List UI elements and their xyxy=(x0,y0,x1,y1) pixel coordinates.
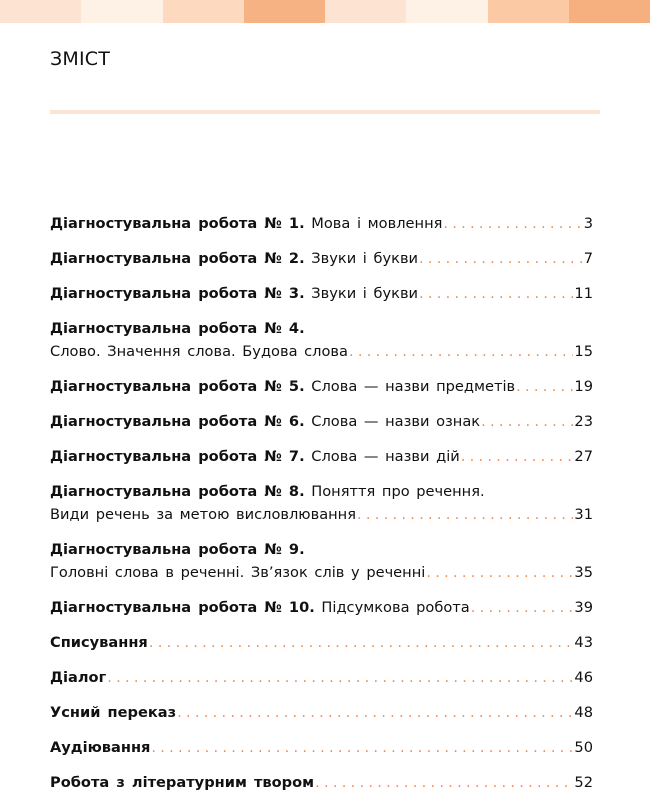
toc-entry[interactable] xyxy=(50,413,593,436)
strip-block xyxy=(406,0,487,23)
table-of-contents xyxy=(50,215,593,809)
dot-leader xyxy=(357,506,573,523)
toc-entry[interactable] xyxy=(50,704,593,727)
toc-entry-label-bold: Діагностувальна робота № 9. xyxy=(50,541,305,558)
dot-leader xyxy=(107,669,573,686)
dot-leader xyxy=(426,564,573,581)
dot-leader xyxy=(149,634,574,651)
toc-entry-label-bold: Діагностувальна робота № 1. xyxy=(50,215,305,232)
toc-entry[interactable] xyxy=(50,634,593,657)
dot-leader xyxy=(481,413,573,430)
toc-page-number: 48 xyxy=(574,704,593,721)
toc-entry-label-bold: Діагностувальна робота № 8. xyxy=(50,483,305,500)
toc-entry-label: Слово. Значення слова. Будова слова xyxy=(50,343,348,360)
decorative-color-strip xyxy=(0,0,650,23)
strip-block xyxy=(81,0,162,23)
toc-entry[interactable] xyxy=(50,250,593,273)
toc-entry[interactable] xyxy=(50,285,593,308)
toc-entry-label-bold: Діагностувальна робота № 4. xyxy=(50,320,305,337)
toc-entry[interactable] xyxy=(50,774,593,797)
toc-entry[interactable] xyxy=(50,541,593,587)
strip-block xyxy=(163,0,244,23)
toc-entry-label: Звуки і букви xyxy=(304,285,419,302)
toc-page-number: 31 xyxy=(574,506,593,523)
strip-block xyxy=(569,0,650,23)
toc-entry-label: Види речень за метою висловлювання xyxy=(50,506,357,523)
toc-entry-label-bold: Робота з літературним твором xyxy=(50,774,315,791)
toc-entry-label-bold: Діалог xyxy=(50,669,107,686)
dot-leader xyxy=(177,704,573,721)
toc-entry[interactable] xyxy=(50,378,593,401)
toc-entry-label-bold: Діагностувальна робота № 6. xyxy=(50,413,305,430)
toc-entry-label: Підсумкова робота xyxy=(314,599,470,616)
toc-page-number: 43 xyxy=(574,634,593,651)
title-divider xyxy=(50,110,600,114)
dot-leader xyxy=(419,285,573,302)
toc-entry[interactable] xyxy=(50,215,593,238)
toc-entry[interactable] xyxy=(50,669,593,692)
toc-entry[interactable] xyxy=(50,599,593,622)
toc-page-number: 39 xyxy=(574,599,593,616)
toc-page-number: 27 xyxy=(574,448,593,465)
dot-leader xyxy=(419,250,583,267)
toc-entry-label-bold: Діагностувальна робота № 10. xyxy=(50,599,315,616)
toc-entry-label: Слова — назви ознак xyxy=(304,413,481,430)
dot-leader xyxy=(151,739,573,756)
toc-page-number: 35 xyxy=(574,564,593,581)
toc-page-number: 3 xyxy=(583,215,593,232)
toc-entry-label: Головні слова в реченні. Зв’язок слів у реченні xyxy=(50,564,426,581)
toc-page-number: 23 xyxy=(574,413,593,430)
toc-entry-label: Поняття про речення. xyxy=(304,483,485,500)
toc-entry-label-bold: Діагностувальна робота № 5. xyxy=(50,378,305,395)
toc-entry-label-bold: Усний переказ xyxy=(50,704,177,721)
toc-page-number: 11 xyxy=(574,285,593,302)
strip-block xyxy=(0,0,81,23)
toc-entry-label-bold: Аудіювання xyxy=(50,739,151,756)
toc-entry-label-bold: Діагностувальна робота № 7. xyxy=(50,448,305,465)
toc-page-number: 15 xyxy=(574,343,593,360)
strip-block xyxy=(488,0,569,23)
dot-leader xyxy=(443,215,582,232)
strip-block xyxy=(244,0,325,23)
toc-entry[interactable] xyxy=(50,320,593,366)
toc-entry-label: Мова і мовлення xyxy=(304,215,443,232)
toc-entry-label: Слова — назви дій xyxy=(304,448,460,465)
toc-page-number: 46 xyxy=(574,669,593,686)
dot-leader xyxy=(471,599,574,616)
dot-leader xyxy=(516,378,573,395)
strip-block xyxy=(325,0,406,23)
toc-page-number: 7 xyxy=(583,250,593,267)
dot-leader xyxy=(349,343,573,360)
page-title: ЗМІСТ xyxy=(50,48,111,70)
toc-entry[interactable] xyxy=(50,483,593,529)
dot-leader xyxy=(315,774,573,791)
toc-entry-label: Слова — назви предметів xyxy=(304,378,516,395)
dot-leader xyxy=(461,448,574,465)
toc-entry-label: Звуки і букви xyxy=(304,250,419,267)
toc-entry[interactable] xyxy=(50,448,593,471)
toc-entry[interactable] xyxy=(50,739,593,762)
toc-page-number: 19 xyxy=(574,378,593,395)
toc-entry-label-bold: Діагностувальна робота № 3. xyxy=(50,285,305,302)
toc-entry-label-bold: Списування xyxy=(50,634,148,651)
toc-entry-label-bold: Діагностувальна робота № 2. xyxy=(50,250,305,267)
toc-page-number: 52 xyxy=(574,774,593,791)
toc-page-number: 50 xyxy=(574,739,593,756)
